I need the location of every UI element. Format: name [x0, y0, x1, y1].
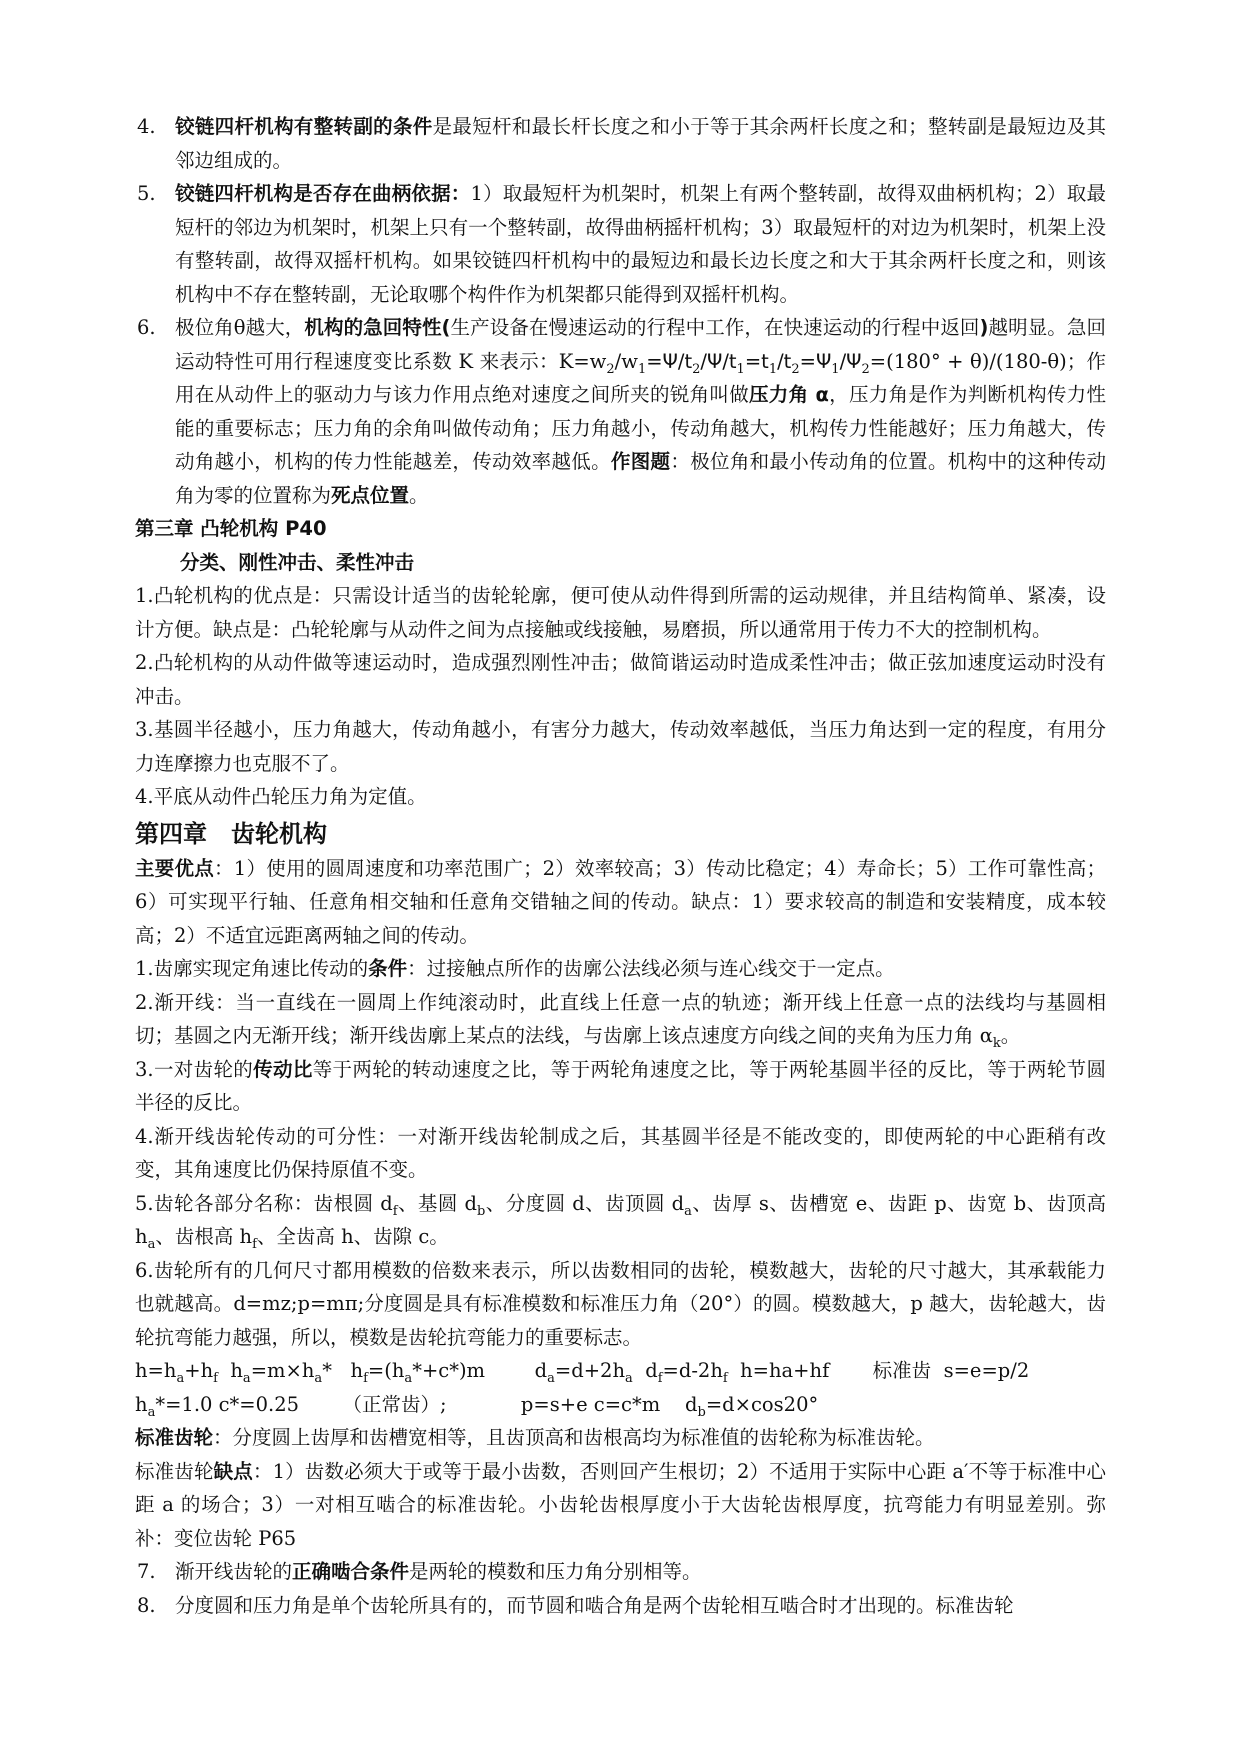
- text-run: h=ha+hf 标准齿 s=e=p/2: [727, 1359, 1030, 1382]
- text-run: 渐开线齿轮的: [175, 1560, 293, 1583]
- item-text: 1）取最短杆为机架时，机架上有两个整转副，故得双曲柄机构；2）取最短杆的邻边为机架时，机架上只有一个整转副，故得曲柄摇杆机构；3）取最短杆的对边为机架时，机架上没有整转副，故得双摇杆机构。如果铰链四杆机构中的最短边和最长边长度之和大于其余两杆长度之和，则该机构中不存在整转副，无论取哪个构件作为机架都只能得到双摇杆机构。: [175, 182, 1106, 306]
- text-run: h: [135, 1392, 148, 1416]
- subscript: b: [476, 1203, 486, 1219]
- subscript: a: [147, 1236, 156, 1252]
- text-run: ：过接触点所作的齿廓公法线必须与连心线交于一定点。: [407, 957, 895, 980]
- text-run: =m×h: [250, 1359, 315, 1382]
- subscript: a: [242, 1370, 251, 1386]
- text-run: ：1）使用的圆周速度和功率范围广；2）效率较高；3）传动比稳定；4）寿命长；5）工作可靠性高；6）可实现平行轴、任意角相交轴和任意角交错轴之间的传动。缺点：1）要求较高的制造和安装精度，成本较高；2）不适宜远距离两轴之间的传动。: [135, 856, 1106, 947]
- text-run: 、全齿高 h、齿隙 c。: [256, 1225, 449, 1248]
- subscript: f: [363, 1370, 368, 1386]
- text-run: h: [217, 1359, 243, 1382]
- chapter-3-paragraph-3: 3.基圆半径越小，压力角越大，传动角越小，有害分力越大，传动效率越低，当压力角达到一定的程度，有用分力连摩擦力也克服不了。: [135, 718, 1106, 775]
- text-run: 。: [1000, 1024, 1021, 1047]
- text-run: =Ψ: [799, 349, 832, 373]
- bold-term: 标准齿轮: [135, 1426, 214, 1449]
- chapter-4-heading: 第四章 齿轮机构: [135, 819, 327, 848]
- text-run: * h: [322, 1359, 364, 1382]
- text-run: =(180° + θ)/(180-θ)；作用在从动件上的驱动力与该力作用点绝对速度之间所夹的锐角叫做: [175, 349, 1106, 406]
- chapter-3-subheading: 分类、刚性冲击、柔性冲击: [180, 550, 415, 574]
- text-run: *=1.0 c*=0.25 （正常齿）; p=s+e c=c*m d: [155, 1392, 698, 1416]
- subscript: f: [722, 1370, 728, 1386]
- chapter-4-advantages: [135, 852, 1106, 953]
- text-run: 分度圆和压力角是单个齿轮所具有的，而节圆和啮合角是两个齿轮相互啮合时才出现的。标准齿轮: [175, 1593, 1014, 1617]
- text-run: 、齿厚 s、齿槽宽 e、齿距 p、齿宽 b、齿顶高 h: [135, 1191, 1106, 1248]
- text-run: 标准齿轮: [135, 1459, 214, 1483]
- chapter-3-paragraph-1: 1.凸轮机构的优点是：只需设计适当的齿轮轮廓，便可使从动件得到所需的运动规律，并且结构简单、紧凑，设计方便。缺点是：凸轮轮廓与从动件之间为点接触或线接触，易磨损，所以通常用于传力不大的控制机构。: [135, 584, 1106, 641]
- formula-line-1: [135, 1354, 1106, 1388]
- text-run: 、基圆 d: [397, 1191, 477, 1215]
- text-run: =d+2h: [554, 1359, 626, 1382]
- subscript: a: [147, 1404, 156, 1420]
- text-run: 、齿根高 h: [155, 1225, 253, 1248]
- subscript: b: [697, 1404, 706, 1420]
- text-run: ：极位角和最小传动角的位置。机构中的这种传动角为零的位置称为: [175, 450, 1106, 507]
- list-item-4: [135, 110, 1106, 177]
- subscript: a: [404, 1370, 413, 1386]
- subscript: a: [547, 1370, 555, 1386]
- subscript: 1: [831, 361, 840, 377]
- item-number: 4.: [137, 115, 156, 138]
- chapter-4-paragraph-2: [135, 986, 1106, 1053]
- item-number: 5.: [137, 182, 156, 205]
- subscript: a: [176, 1370, 185, 1386]
- chapter-4-paragraph-4: 4.渐开线齿轮传动的可分性：一对渐开线齿轮制成之后，其基圆半径是不能改变的，即使两轮的中心距稍有改变，其角速度比仍保持原值不变。: [135, 1124, 1106, 1181]
- subscript: a: [314, 1370, 323, 1386]
- chapter-3-paragraph-4: 4.平底从动件凸轮压力角为定值。: [135, 785, 427, 808]
- text-run: 2.渐开线：当一直线在一圆周上作纯滚动时，此直线上任意一点的轨迹；渐开线上任意一点的法线均与基圆相切；基圆之内无渐开线；渐开线齿廓上某点的法线，与齿廓上该点速度方向线之间的夹角为压力角 α: [135, 990, 1106, 1047]
- text-run: 5.齿轮各部分名称：齿根圆 d: [135, 1191, 393, 1215]
- chapter-3-heading: 第三章 凸轮机构 P40: [135, 517, 327, 540]
- bold-term: 传动比: [253, 1057, 313, 1081]
- subscript: 2: [861, 361, 870, 377]
- text-run: =(h: [367, 1359, 405, 1382]
- subscript: 2: [692, 361, 701, 377]
- text-run: d: [632, 1359, 658, 1382]
- subscript: f: [657, 1370, 663, 1386]
- text-run: 3.一对齿轮的: [135, 1057, 254, 1081]
- subscript: a: [684, 1203, 692, 1219]
- subscript: f: [252, 1236, 257, 1252]
- text-run: ：分度圆上齿厚和齿槽宽相等，且齿顶高和齿根高均为标准值的齿轮称为标准齿轮。: [213, 1426, 935, 1449]
- text-run: /Ψ/t: [700, 349, 737, 373]
- formula-line-2: [135, 1388, 1106, 1422]
- bold-term: 缺点: [213, 1459, 253, 1483]
- item-number: 8.: [137, 1593, 156, 1617]
- item-number: 7.: [137, 1560, 156, 1583]
- item-number: 6.: [137, 316, 156, 339]
- text-run: 。: [409, 483, 429, 507]
- subscript: 1: [736, 361, 745, 377]
- bold-term: 主要优点: [135, 856, 215, 880]
- text-run: ：1）齿数必须大于或等于最小齿数，否则回产生根切；2）不适用于实际中心距 a′不等于标准中心距 a 的场合；3）一对相互啮合的标准齿轮。小齿轮齿根厚度小于大齿轮齿根厚度，抗弯能力有明显差别。弥补：变位齿轮 P65: [135, 1459, 1106, 1550]
- subscript: k: [992, 1035, 1001, 1051]
- subscript: 1: [768, 361, 778, 377]
- standard-gear-definition: [135, 1421, 1106, 1455]
- subscript: f: [392, 1203, 398, 1219]
- text-run: +h: [184, 1359, 214, 1382]
- bold-term: 铰链四杆机构是否存在曲柄依据：: [175, 182, 471, 205]
- list-item-7: [135, 1555, 1106, 1589]
- subscript: f: [213, 1370, 218, 1386]
- list-item-8: [135, 1589, 1106, 1623]
- text-run: 1.齿廓实现定角速比传动的: [135, 957, 369, 980]
- text-run: =Ψ/t: [646, 349, 693, 373]
- standard-gear-flaws: [135, 1455, 1106, 1556]
- chapter-4-paragraph-6: 6.齿轮所有的几何尺寸都用模数的倍数来表示，所以齿数相同的齿轮，模数越大，齿轮的尺寸越大，其承载能力也就越高。d=mz;p=mπ;分度圆是具有标准模数和标准压力角（20°）的圆。模数越大，p 越大，齿轮越大，齿轮抗弯能力越强，所以，模数是齿轮抗弯能力的重要标志。: [135, 1258, 1106, 1349]
- bold-term: 死点位置: [331, 483, 410, 507]
- subscript: 2: [791, 361, 800, 377]
- list-item-6: [135, 311, 1106, 512]
- text-run: 等于两轮的转动速度之比，等于两轮角速度之比，等于两轮基圆半径的反比，等于两轮节圆半径的反比。: [135, 1057, 1106, 1114]
- chapter-3-paragraph-2: 2.凸轮机构的从动件做等速运动时，造成强烈刚性冲击；做简谐运动时造成柔性冲击；做正弦加速度运动时没有冲击。: [135, 651, 1106, 708]
- bold-term: 铰链四杆机构有整转副的条件: [175, 115, 433, 138]
- bold-term: 机构的急回特性(: [304, 316, 451, 339]
- text-run: 极位角θ越大，: [175, 316, 305, 339]
- text-run: =d-2h: [662, 1359, 723, 1382]
- item-text: 是最短杆和最长杆长度之和小于等于其余两杆长度之和；整转副是最短边及其邻边组成的。: [175, 115, 1106, 172]
- bold-term: 压力角 α: [749, 383, 829, 406]
- text-run: 生产设备在慢速运动的行程中工作，在快速运动的行程中返回: [450, 316, 980, 339]
- bold-term: 条件: [368, 957, 408, 980]
- chapter-4-paragraph-1: [135, 952, 1106, 986]
- chapter-4-paragraph-3: [135, 1053, 1106, 1120]
- text-run: /w: [614, 349, 638, 373]
- text-run: /t: [777, 349, 792, 373]
- chapter-4-paragraph-5: [135, 1187, 1106, 1254]
- subscript: 2: [606, 361, 615, 377]
- text-run: ，压力角是作为判断机构传力性能的重要标志；压力角的余角叫做传动角；压力角越小，传动角越大，机构传力性能越好；压力角越大，传动角越小，机构的传力性能越差，传动效率越低。: [175, 383, 1106, 473]
- list-item-5: [135, 177, 1106, 311]
- text-run: *+c*)m d: [412, 1359, 548, 1382]
- text-run: =d×cos20°: [705, 1392, 819, 1416]
- subscript: a: [625, 1370, 633, 1386]
- text-run: h=h: [135, 1359, 177, 1382]
- text-run: =t: [744, 349, 769, 373]
- text-run: 越明显。急回运动特性可用行程速度变比系数 K 来表示：K=w: [175, 316, 1106, 373]
- text-run: /Ψ: [839, 349, 862, 373]
- bold-term: ): [979, 316, 989, 339]
- bold-term: 正确啮合条件: [292, 1560, 410, 1583]
- text-run: 、分度圆 d、齿顶圆 d: [485, 1191, 685, 1215]
- text-run: 是两轮的模数和压力角分别相等。: [409, 1560, 702, 1583]
- bold-term: 作图题: [610, 450, 671, 473]
- subscript: 1: [637, 361, 647, 377]
